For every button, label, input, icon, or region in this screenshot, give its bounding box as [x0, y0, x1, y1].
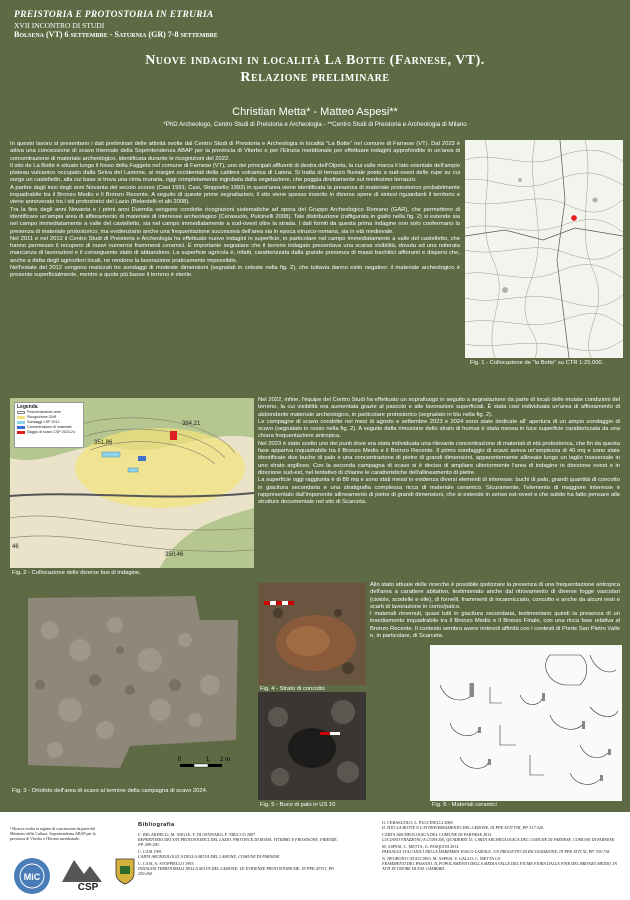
- intro-paragraph: A partire dagli inizi degli anni Novanta del secolo scorso (Casi 1991; Casi, Stoppiello 1993) in quest'area viene identificata la presenza di materiale protostorico probabilmente inquadrabile tra il Bronzo Medio e il Bronzo Recente. A seguito di queste prime segnalazioni, il sito viene spesso inserito in diverse opere di sintesi riguardanti il territorio e viene annoverato tra i siti protostorici del Lazio (Belardelli et alii 2008).: [10, 184, 460, 206]
- fig2-caption: Fig. 2 - Collocazione delle diverse fasi di indagine.: [12, 570, 141, 576]
- bibliography-column-1: [138, 832, 338, 878]
- bib-title: INDAGINI TERRITORIALI NELLA SELVA DEL LAMONE: LE EVIDENZE PROTOSTORICHE, IN PPE.ATTI I, PP. 259-260.: [138, 866, 335, 876]
- fig3-orthophoto: [10, 590, 246, 782]
- municipality-crest-logo: [114, 856, 136, 886]
- bib-title: LUCIANO FRAZZONI (A CURA DI), QUADERNI 15, CARTA ARCHEOLOGICA DEL COMUNE DI FARNESE, COMUNE DI FARNESE.: [382, 837, 616, 842]
- bib-author: CARTA ARCHEOLOGICA DEL COMUNE DI FARNESE 2012: [382, 832, 492, 837]
- csp-logo-text: CSP: [77, 882, 99, 892]
- bibliography-section: [0, 812, 630, 900]
- title-line-2: Relazione preliminare: [240, 70, 390, 85]
- bibliography-entry: [138, 849, 338, 859]
- conference-dates: Bolsena (VT) 6 settembre - Saturnia (GR) 7-8 settembre: [14, 30, 218, 39]
- intro-paragraph: Nell'estate del 2012 vengono realizzati tre sondaggi di modeste dimensioni (segnalati in celeste nella fig. 2), che tuttavia danno esito negativo: il materiale archeologico è presente superficialmente, mentre a quote più basse il terreno è sterile.: [10, 265, 460, 279]
- bib-author: N. NEGRONI CATACCHIO, M. ASPESI, V. GALLO, C. METTA CS: [382, 856, 501, 861]
- bibliography-heading: Bibliografia: [138, 822, 175, 828]
- intro-paragraph: Tra la fine degli anni Novanta e i primi anni Duemila vengono condotte ricognizioni sistematiche ad opera del Gruppo Archeologico Romano (GAR), che permettono di identificare un'ampia area di affioramento di materiale di interesse archeologico (Cerasuolo, Pulcinelli 2008). Tale distribuzione (raffigurata in giallo nella fig. 2) si estende sia nel campo immediatamente a valle del castelletto, sia nel campo immediatamente a sud-ovest oltre la strada. I dati forniti da questa prima indagine non solo confermano la presenza di materiale protostorico, ma evidenziano anche una frequentazione successiva dell'area sia in epoca etrusco-romana, sia in età medievale.: [10, 206, 460, 235]
- mic-logo-text: MiC: [23, 872, 41, 882]
- scale-label: 0: [178, 757, 182, 763]
- conference-edition: XVII INCONTRO DI STUDI: [14, 21, 105, 30]
- bib-title: CARTA ARCHEOLOGICA DELLA SELVA DEL LAMONE, COMUNE DI FARNESE.: [138, 854, 281, 859]
- fig5-posthole-photo: [258, 692, 366, 800]
- fig1-map-drawing: [465, 140, 623, 358]
- legend-label: Posizionamento aree: [27, 410, 61, 414]
- legend-label: Ricognizione GAR: [27, 415, 57, 419]
- legend-title: Legenda: [17, 404, 38, 410]
- middle-paragraph: Nel 2023 è stato scelto uno dei punti dove era stata individuata una rilevante concentrazione di materiali di età protostorica, che fin da questa fase appariva inquadrabile tra il Bronzo Medio e il Bronzo Recente. Il primo sondaggio di scavo aveva un'ampiezza di 40 mq e sono state identificate due buche di palo e una concentrazione di pietre di grandi dimensioni, apparentemente allineate lungo un taglio trasversale in uno strato argilloso. Con la seconda campagna di scavo si è deciso di ampliare ulteriormente l'area di indagine in direzione ovest e in direzione sud-est, nel tentativo di chiarire le caratteristiche dell'allineamento di pietre.: [258, 440, 620, 476]
- authors: Christian Metta* - Matteo Aspesi**: [232, 106, 398, 118]
- bibliography-entry: [382, 844, 622, 854]
- title-line-1: Nuove indagini in località La Botte (Farnese, VT).: [145, 53, 485, 68]
- poster-header: [0, 0, 630, 42]
- intro-paragraph: Nel 2011 e nel 2012 il Centro Studi di Preistoria e Archeologia ha effettuato nuove indagini in superficie, in particolare nel campo immediatamente a valle del castelletto, che hanno permesso il recupero di nuovi numerosi frammenti ceramici. È importante segnalare che il terreno indagato presentava una scarsa visibilità, dovuta ad una reiterata mancanza di lavorazioni e il conseguente stato di abbandono. La superficie agricola è, infatti, caratterizzata dalla grande presenza di massi trachitici affioranti e dispersi che, anche a detta degli agricoltori locali, ne rendono la lavorazione praticamente impossibile.: [10, 235, 460, 264]
- legend-swatch: [17, 421, 25, 424]
- legend-swatch: [17, 426, 25, 429]
- intro-paragraph: In questo lavoro si presentano i dati preliminari delle attività svolte dal Centro Studi di Preistoria e Archeologia in località "La Botte" nel comune di Farnese (VT). Dal 2023 è attiva una concessione di scavo triennale della Soprintendenza ABAP per la provincia di Viterbo e per l'Etruria meridionale per effettuare indagini approfondite in un'area di concentrazione di materiale archeologico, identificata durante le ricognizioni del 2022.: [10, 141, 460, 162]
- legend-label: Concentrazione di materiale: [27, 425, 72, 429]
- bibliography-entry: [138, 832, 338, 847]
- elevation-label: 351,86: [94, 440, 113, 446]
- bib-author: O. CERASUOLO, L. PULCINELLI 2008: [382, 820, 453, 825]
- footnote: ¹ Ricerca svolta in regime di concessione da parte del Ministero della Cultura, Soprintendenza ABAP per la provincia di Viterbo e l'Etruria meridionale.: [10, 826, 96, 841]
- middle-paragraph: Nel 2022, infine, l'équipe del Centro Studi ha effettuato un sopralluogo in seguito a segnalazione da parte di locali delle mutate condizioni del terreno, la cui visibilità era aumentata grazie al pascolo e alle lavorazioni superficiali. È stata così individuata un'area di affioramento di abbondante materiale archeologico, in particolare protostorico (segnalato in blu nella fig. 2).: [258, 397, 620, 418]
- conclusion-paragraph: Allo stato attuale delle ricerche è possibile ipotizzare la presenza di una frequentazione antropica dell'area a carattere abitativo, testimoniato anche dal ritrovamento di diverse fogge vascolari (ciotole, scodelle e olle), di fornelli, frammenti di incannicciato, concotto e anche da alcuni resti e scarti di lavorazione in corno/palco.: [370, 582, 620, 610]
- bibliography-entry: [138, 861, 338, 876]
- bib-title: IL SITO LA BOTTE E L'ATTRAVERSAMENTO DEL LAMONE, IN PPE.ATTI VIII, PP. 317-320.: [382, 825, 545, 830]
- scale-label: 2 m: [220, 757, 231, 763]
- fig5-photo-drawing: [258, 692, 366, 800]
- legend-label: Sondaggi CSP 2012: [27, 420, 60, 424]
- bibliography-entry: [382, 832, 622, 842]
- middle-text: [258, 397, 620, 506]
- bib-author: C. BELARDELLI, M. ANGLE, F. DI GENNARO, F. TRUCCO 2007: [138, 832, 256, 837]
- middle-paragraph: La superficie oggi raggiunta è di 88 mq e sono stati messi in evidenza diversi elementi di interesse: buchi di palo, grandi quantità di concotto in giacitura secondaria e una stratigrafia complessa ricca di materiale ceramico. Sicuramente, l'elemento di maggiore interesse è rappresentato dall'imponente allineamento di pietre di grandi dimensioni, che si estende in senso est-ovest e che subito ha fatto pensare alle strutture documentate nel sito di Scarceta.: [258, 477, 620, 506]
- legend-swatch: [17, 411, 25, 414]
- fig4-caption: Fig. 4 - Strato di concotto: [260, 686, 325, 692]
- legend-item: [17, 430, 81, 435]
- bib-author: M. ASPESI, C. METTA, G. PASQUINI 2014: [382, 844, 459, 849]
- bib-title: PAESAGGI VULCANICI NELLA MAREMMA TOSCO-LAZIALE: UN PROGETTO DI RICOGNIZIONE, IN PPE.ATTI XI, PP. 705-718.: [382, 849, 611, 854]
- fig4-concotto-photo: [258, 583, 366, 685]
- intro-text: [10, 141, 460, 280]
- fig2-legend: [14, 402, 84, 448]
- fig5-caption: Fig. 5 - Buco di palo in US 10: [260, 802, 336, 808]
- elevation-label: 384,21: [182, 421, 201, 427]
- elevation-label: 350,46: [165, 552, 184, 558]
- fig3-orthophoto-drawing: [10, 590, 246, 782]
- fig1-caption: Fig. 1 - Collocazione de "la Botte" su CTR 1:25.000.: [470, 360, 604, 366]
- mic-logo: [12, 856, 52, 896]
- legend-label: Saggio di scavo CSP 2023-24: [27, 430, 75, 434]
- scale-label: 1: [206, 757, 210, 763]
- bibliography-entry: [382, 856, 622, 871]
- fig6-caption: Fig. 6 - Materiali ceramici: [432, 802, 497, 808]
- middle-paragraph: Le campagne di scavo condotte nei mesi di agosto e settembre 2023 e 2024 sono state dedicate all' apertura di un ampio sondaggio di scavo (segnalato in rosso nella fig. 2). A seguito della rimozione dello strato di humus è stata messa in luce superficie caratterizzata da una chiara frequentazione antropica.: [258, 418, 620, 440]
- fig6-drawing: [430, 645, 622, 801]
- fig3-caption: Fig. 3 - Ortofoto dell'area di scavo al termine della campagna di scavo 2024.: [12, 788, 208, 794]
- legend-swatch: [17, 416, 25, 419]
- fig6-ceramic-drawings: [430, 645, 622, 801]
- bib-author: C. CASI 1991: [138, 849, 162, 854]
- conference-series: PREISTORIA E PROTOSTORIA IN ETRURIA: [14, 10, 214, 20]
- bib-author: C. CASI, A. STOPPIELLO 1993: [138, 861, 194, 866]
- intro-paragraph: Il sito de La Botte è situato lungo il fosso della Faggeta nel comune di Farnese (VT), uno dei principali affluenti di destra dell'Olpeta, la cui valle marca il lato orientale dell'ampio plateau vulcanico occupato dalla Selva del Lamone, ai margini occidentali della caldera vulcanica di Latera. Si tratta di terrazzo fluviale posto a sud-ovest delle rupe su cui sorge un castelletto, alla cui base si trova una cinta muraria, oggi completamente inglobata dalla vegetazione, che poggia direttamente sul medesimo terrazzo.: [10, 162, 460, 184]
- bibliography-column-2: [382, 820, 622, 873]
- bib-title: FRAMMENTI DEL PASSATO. IL POPOLAMENTO DELLA MEDIA VALLE DEL FIUME FIORA DALLA FINE DEL BRONZO MEDIO, IN ATTI IN ONORE DI F.M. GAMBARI.: [382, 861, 618, 871]
- elevation-label: 46: [12, 544, 19, 550]
- fig2-site-map: [10, 398, 254, 568]
- conclusion-paragraph: I materiali rinvenuti, quasi tutti in giacitura secondaria, testimoniano quindi la presenza di un insediamento inquadrabile tra il Bronzo Medio e il Bronzo Finale, con una ricca fase relativa al Bronzo Recente. Il contesto sembra avere notevoli affinità con i contesti di Ponte San Pietro Valle e, in particolare, di Scarceta.: [370, 611, 620, 640]
- fig1-topographic-map: [465, 140, 623, 358]
- legend-swatch: [17, 431, 25, 434]
- fig4-photo-drawing: [258, 583, 366, 685]
- affiliation: *PhD Archeologo, Centro Studi di Preistoria e Archeologia - **Centro Studi di Preistoria e Archeologia di Milano: [163, 121, 467, 128]
- bib-title: REPERTORIO DEI SITI PROTOSTORICI DEL LAZIO. PROVINCE DI ROMA, VITERBO E FROSINONE, FIRENZE, PP. 289-290.: [138, 837, 338, 847]
- csp-logo: [58, 852, 108, 892]
- bibliography-entry: [382, 820, 622, 830]
- poster-title: [0, 52, 630, 86]
- conclusion-text: [370, 582, 620, 640]
